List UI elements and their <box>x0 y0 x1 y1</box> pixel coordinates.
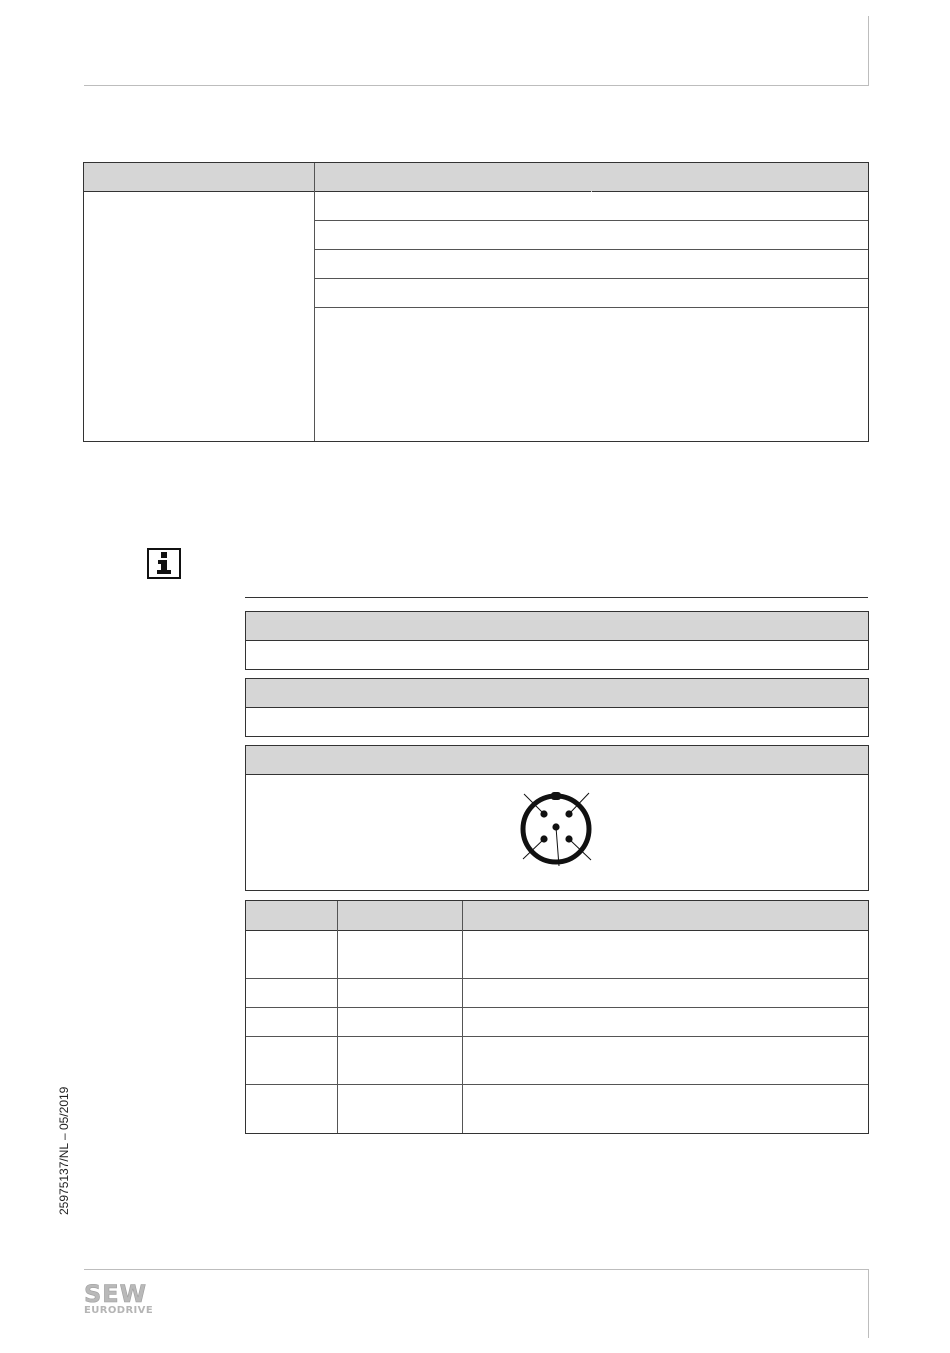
spec-table-row-divider <box>315 220 868 221</box>
footer-margin-rule <box>868 1270 869 1338</box>
pin-table-row-divider <box>246 978 868 979</box>
spec-table-subcol-divider <box>591 163 592 192</box>
note-top-rule <box>245 597 868 598</box>
note-table-b <box>245 678 869 737</box>
header-rule <box>84 85 869 86</box>
document-reference: 25975137/NL – 05/2019 <box>57 1086 71 1215</box>
pin-table-row-divider <box>246 1036 868 1037</box>
header-margin-rule <box>868 16 869 85</box>
spec-table-row-divider <box>315 249 868 250</box>
footer-rule <box>84 1269 869 1270</box>
spec-table-col-divider <box>314 163 315 441</box>
pin-table-col-divider <box>337 901 338 1133</box>
connector-table-header <box>246 746 868 775</box>
connector-pin-diagram <box>514 786 594 866</box>
note-table-b-header <box>246 679 868 708</box>
spec-table-row-divider <box>315 278 868 279</box>
spec-table-header <box>84 163 868 192</box>
pin-table-row-divider <box>246 1084 868 1085</box>
sew-eurodrive-logo <box>84 1280 154 1316</box>
note-table-a-header <box>246 612 868 641</box>
spec-table <box>83 162 869 442</box>
info-glyph-icon <box>153 551 175 576</box>
spec-table-row-divider <box>315 307 868 308</box>
info-icon <box>147 548 181 579</box>
logo-wordmark: SEW <box>84 1280 148 1308</box>
pin-table-col-divider <box>462 901 463 1133</box>
connector-table <box>245 745 869 891</box>
pin-table-row-divider <box>246 1007 868 1008</box>
note-table-a <box>245 611 869 670</box>
pin-table <box>245 900 869 1134</box>
logo-subline: EURODRIVE <box>84 1305 154 1316</box>
pin-table-header <box>246 901 868 931</box>
